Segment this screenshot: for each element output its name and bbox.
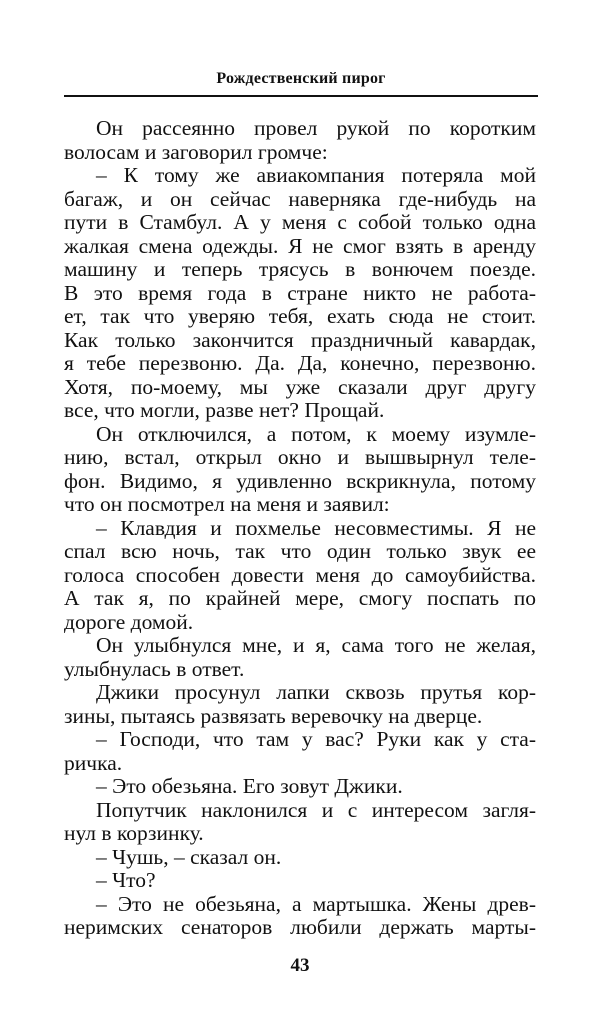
text-line: улыбнулась в ответ.	[64, 656, 245, 681]
paragraph	[64, 893, 536, 940]
running-head: Рождественский пирог	[216, 70, 386, 87]
paragraph	[64, 164, 536, 423]
text-line: дороге домой.	[64, 609, 194, 634]
text-line: – Это не обезьяна, а мартышка. Жены древ-	[96, 891, 536, 916]
text-line: пути в Стамбул. А у меня с собой только одна	[64, 210, 536, 234]
text-line: нию, встал, открыл окно и вышвырнул теле-	[64, 445, 536, 469]
text-line: ет, так что уверяю тебя, ехать сюда не стоит.	[64, 304, 536, 328]
paragraph	[64, 634, 536, 681]
paragraph	[64, 423, 536, 517]
text-line: неримских сенаторов любили держать марты-	[64, 915, 536, 939]
text-line: А так я, по крайней мере, смогу поспать по	[64, 586, 536, 610]
text-line: волосам и заговорил громче:	[64, 139, 328, 164]
paragraph	[64, 775, 536, 799]
text-line: что он посмотрел на меня и заявил:	[64, 492, 390, 516]
text-line: Он отключился, а потом, к моему изумле-	[96, 421, 536, 446]
text-line: – Чушь, – сказал он.	[96, 844, 282, 869]
text-line: – Что?	[96, 868, 156, 892]
text-line: нул в корзинку.	[64, 821, 204, 845]
paragraph	[64, 728, 536, 775]
text-line: Хотя, по-моему, мы уже сказали друг другу	[64, 374, 536, 399]
text-line: жалкая смена одежды. Я не смог взять в аренду	[64, 233, 536, 258]
text-line: все, что могли, разве нет? Прощай.	[64, 398, 385, 422]
text-line: Попутчик наклонился и с интересом загля-	[96, 797, 536, 822]
body-text	[64, 117, 536, 940]
text-line: Он рассеянно провел рукой по коротким	[96, 116, 536, 140]
paragraph	[64, 681, 536, 728]
page-number: 43	[290, 955, 310, 976]
text-line: Джики просунул лапки сквозь прутья кор-	[96, 680, 536, 704]
paragraph	[64, 846, 536, 870]
paragraph	[64, 869, 536, 893]
text-line: багаж, и он сейчас наверняка где-нибудь на	[64, 186, 536, 211]
text-line: я тебе перезвоню. Да. Да, конечно, перезвоню.	[64, 351, 536, 375]
paragraph	[64, 117, 536, 164]
text-line: спал всю ночь, так что один только звук ее	[64, 539, 536, 563]
text-line: Он улыбнулся мне, и я, сама того не желая,	[96, 633, 536, 657]
text-line: – К тому же авиакомпания потеряла мой	[96, 163, 536, 187]
text-line: – Клавдия и похмелье несовместимы. Я не	[96, 515, 536, 540]
text-line: Как только закончится праздничный кавардак,	[64, 327, 536, 352]
text-line: машину и теперь трясусь в вонючем поезде.	[64, 257, 536, 281]
text-line: голоса способен довести меня до самоубийства.	[64, 562, 536, 587]
text-line: В это время года в стране никто не работа-	[64, 280, 536, 305]
text-line: фон. Видимо, я удивленно вскрикнула, потому	[64, 468, 536, 493]
paragraph	[64, 799, 536, 846]
paragraph	[64, 517, 536, 635]
header-rule	[64, 95, 538, 97]
text-line: – Господи, что там у вас? Руки как у ста-	[96, 727, 536, 751]
text-line: зины, пытаясь развязать веревочку на дверце.	[64, 703, 483, 728]
text-line: ричка.	[64, 750, 123, 775]
text-line: – Это обезьяна. Его зовут Джики.	[96, 774, 403, 798]
